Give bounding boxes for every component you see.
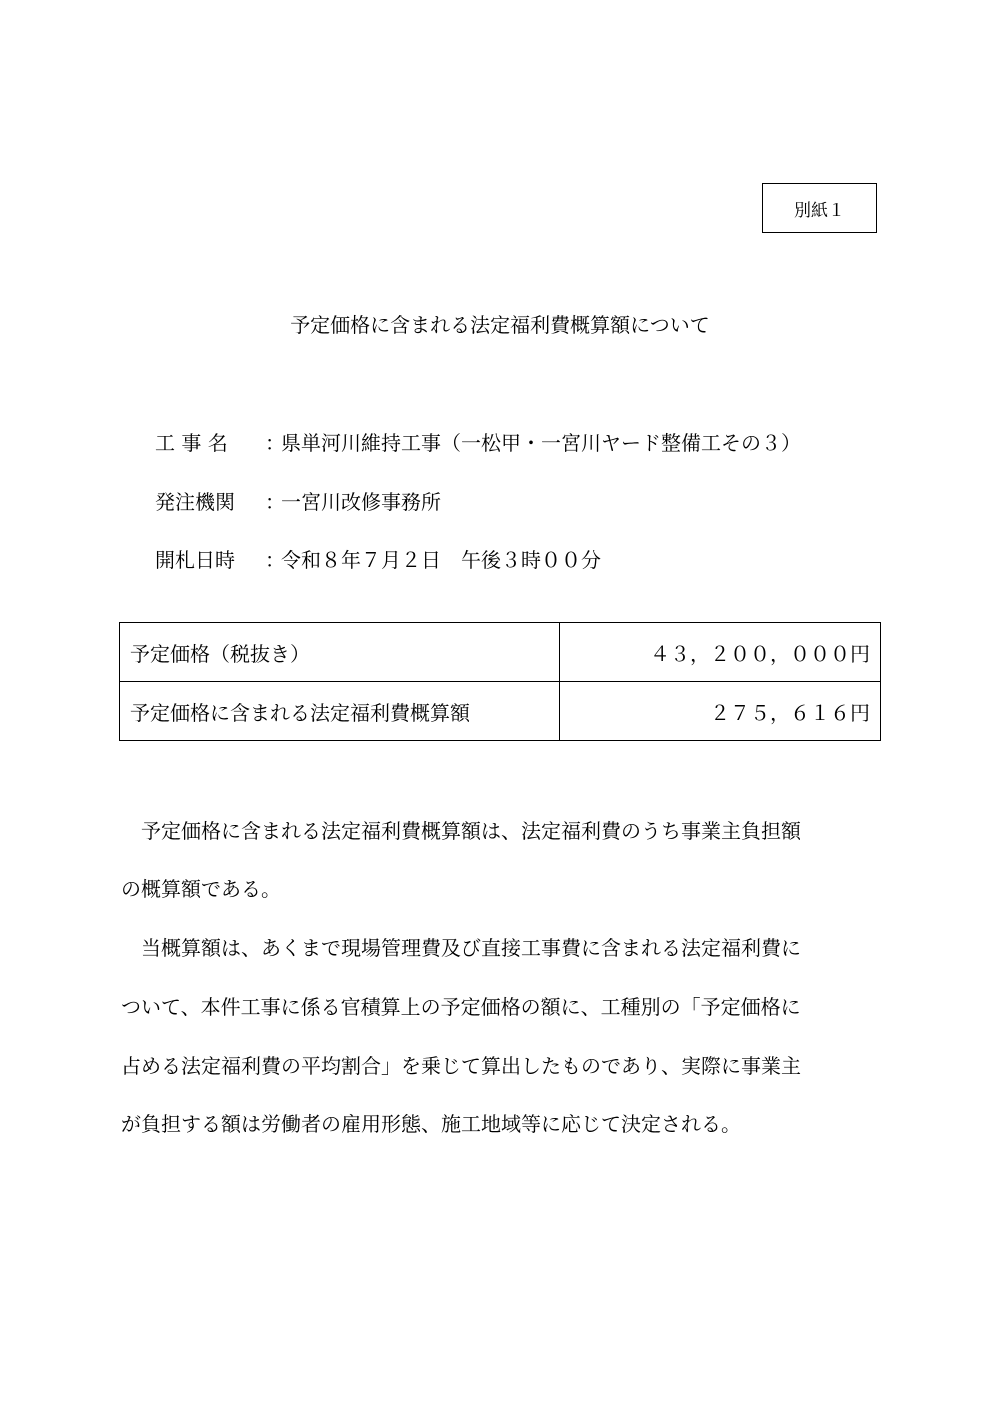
info-separator: ： xyxy=(265,431,285,455)
info-row-ordering-office xyxy=(155,487,441,517)
info-label: 発注機関 xyxy=(155,490,235,514)
info-value: 県単河川維持工事（一松甲・一宮川ヤード整備工その３） xyxy=(281,431,801,455)
table-cell-label: 予定価格（税抜き） xyxy=(120,623,560,682)
info-label: 開札日時 xyxy=(155,548,235,572)
info-separator: ： xyxy=(265,548,285,572)
document-title: 予定価格に含まれる法定福利費概算額について xyxy=(290,313,710,337)
attachment-label xyxy=(762,183,877,233)
body-line: の概算額である。 xyxy=(121,877,281,901)
body-line: 占める法定福利費の平均割合」を乗じて算出したものであり、実際に事業主 xyxy=(121,1054,801,1078)
info-row-project-name xyxy=(155,428,801,458)
info-value: 令和８年７月２日 午後３時００分 xyxy=(281,548,601,572)
table-row xyxy=(120,682,881,741)
info-row-bid-opening-date xyxy=(155,545,601,575)
body-line: ついて、本件工事に係る官積算上の予定価格の額に、工種別の「予定価格に xyxy=(121,995,801,1019)
info-separator: ： xyxy=(265,490,285,514)
info-value: 一宮川改修事務所 xyxy=(281,490,441,514)
body-line: 予定価格に含まれる法定福利費概算額は、法定福利費のうち事業主負担額 xyxy=(121,819,801,843)
table-row xyxy=(120,623,881,682)
info-label: 工 事 名 xyxy=(155,431,228,455)
body-line: 当概算額は、あくまで現場管理費及び直接工事費に含まれる法定福利費に xyxy=(121,936,801,960)
price-table xyxy=(119,622,881,741)
table-cell-amount: ４３，２００，０００円 xyxy=(560,623,881,682)
table-cell-amount: ２７５，６１６円 xyxy=(560,682,881,741)
body-line: が負担する額は労働者の雇用形態、施工地域等に応じて決定される。 xyxy=(121,1112,741,1136)
attachment-label-text: 別紙１ xyxy=(794,200,845,221)
table-cell-label: 予定価格に含まれる法定福利費概算額 xyxy=(120,682,560,741)
